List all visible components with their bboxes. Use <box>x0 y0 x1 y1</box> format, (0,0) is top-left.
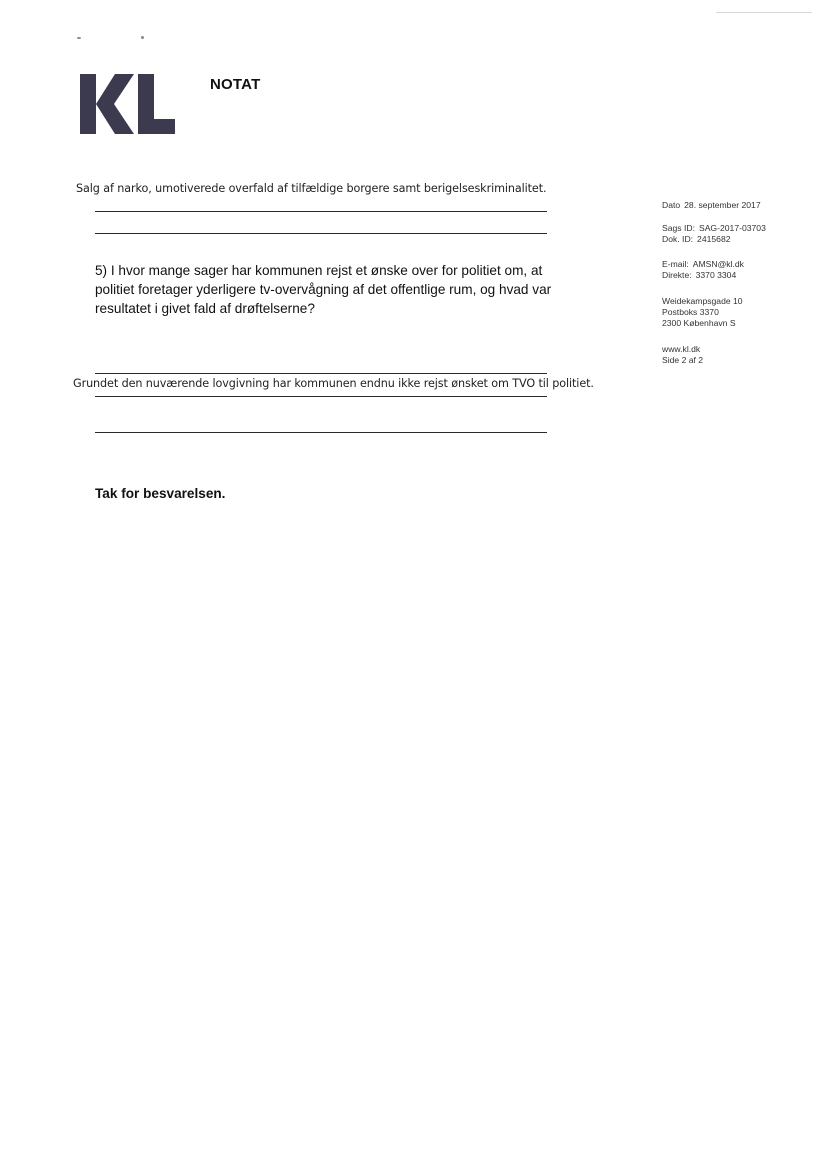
logo-l-foot <box>138 119 175 134</box>
meta-address <box>662 296 743 329</box>
case-id-value: SAG-2017-03703 <box>698 223 766 233</box>
answer-line <box>95 211 547 212</box>
answer-line <box>95 432 547 433</box>
address-city: 2300 København S <box>662 318 736 328</box>
address-street: Weidekampsgade 10 <box>662 296 743 306</box>
answer-line <box>95 396 547 397</box>
scan-speck <box>77 37 81 39</box>
logo-k-stem <box>80 74 96 134</box>
website: www.kl.dk <box>662 344 701 354</box>
date-label: Dato <box>662 200 681 210</box>
kl-logo <box>80 74 176 134</box>
meta-date <box>662 200 761 211</box>
meta-ids <box>662 223 766 245</box>
closing-text: Tak for besvarelsen. <box>95 486 226 501</box>
page-info: Side 2 af 2 <box>662 355 704 365</box>
email-label: E-mail: <box>662 259 689 269</box>
document-type-label: NOTAT <box>210 76 261 93</box>
email-value: AMSN@kl.dk <box>692 259 744 269</box>
doc-id-row <box>662 234 766 245</box>
phone-label: Direkte: <box>662 270 692 280</box>
logo-k-arm <box>96 74 134 134</box>
phone-row <box>662 270 744 281</box>
address-box: Postboks 3370 <box>662 307 719 317</box>
phone-value: 3370 3304 <box>695 270 737 280</box>
meta-contact <box>662 259 744 281</box>
answer-question-5: Grundet den nuværende lovgivning har kommunen endnu ikke rejst ønsket om TVO til politiet. <box>73 377 594 390</box>
case-id-label: Sags ID: <box>662 223 695 233</box>
email-row <box>662 259 744 270</box>
doc-id-label: Dok. ID: <box>662 234 694 244</box>
doc-id-value: 2415682 <box>697 234 731 244</box>
question-line: politiet foretager yderligere tv-overvågning af det offentlige rum, og hvad var <box>95 282 552 297</box>
answer-previous-question: Salg af narko, umotiverede overfald af tilfældige borgere samt berigelseskriminalitet. <box>76 182 547 195</box>
question-5 <box>95 261 565 318</box>
date-row <box>662 200 761 211</box>
question-line: 5) I hvor mange sager har kommunen rejst et ønske over for politiet om, at <box>95 263 543 278</box>
case-id-row <box>662 223 766 234</box>
scan-artifact-line <box>716 12 812 13</box>
question-line: resultatet i givet fald af drøftelserne? <box>95 301 315 316</box>
scan-speck <box>141 36 144 39</box>
date-value: 28. september 2017 <box>684 200 761 210</box>
answer-line <box>95 233 547 234</box>
answer-line <box>95 373 547 374</box>
meta-web <box>662 344 703 366</box>
